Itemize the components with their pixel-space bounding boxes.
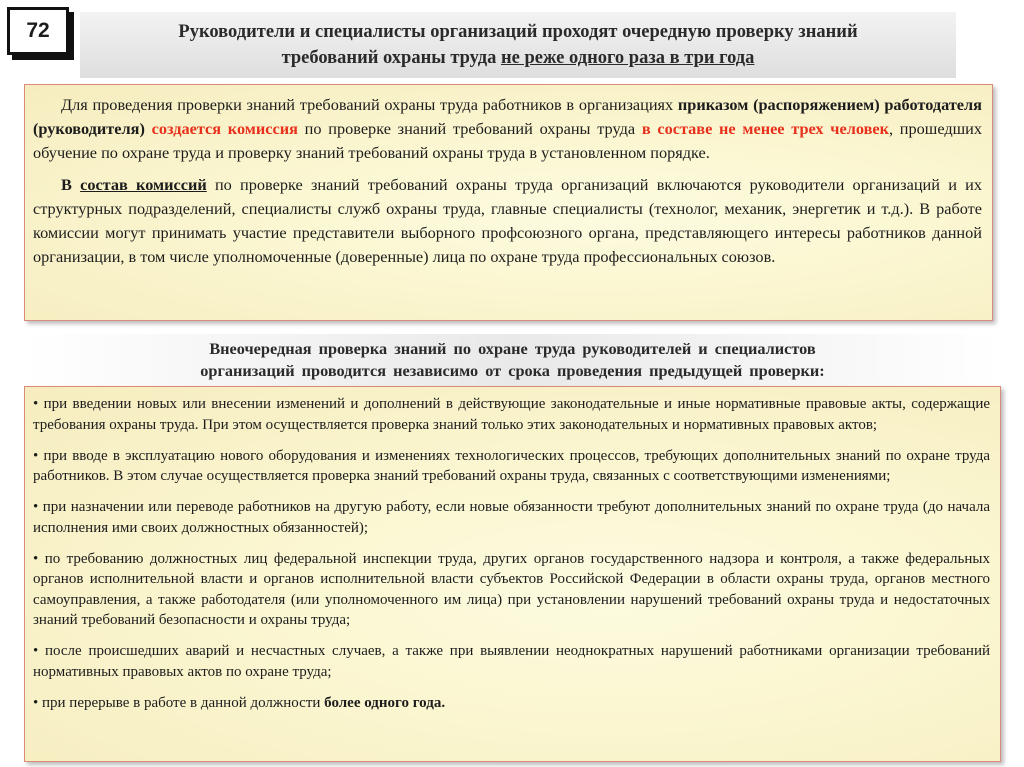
list-item: • после происшедших аварий и несчастных случаев, а также при выявлении неоднократных нарушений работниками организации требований нормативных правовых актов по охране труда; [33, 643, 990, 680]
commission-text-3: , прошедших обучение по охране труда и проверку знаний требований охраны труда в установленном порядке. [33, 119, 983, 162]
commission-text-2: по проверке знаний требований охраны труда [297, 119, 642, 138]
commission-created-highlight: создается комиссия [151, 119, 298, 138]
list-item: • при введении новых или внесении изменений и дополнений в действующие законодательные и иные нормативные правовые акты, содержащие требования охраны труда. При этом осуществляется проверка знаний только этих законодательных и нормативных правовых актов; [33, 396, 990, 433]
composition-title: состав комиссий [80, 175, 207, 194]
extraordinary-check-list [24, 386, 1001, 762]
commission-paragraph [33, 93, 982, 165]
section-heading [24, 334, 1001, 386]
list-item [33, 693, 990, 714]
title-line-1: Руководители и специалисты организаций проходят очередную проверку знаний [178, 22, 858, 42]
commission-size-highlight: в составе не менее трех человек [641, 119, 889, 138]
commission-box [24, 84, 993, 321]
title-frequency: не реже одного раза в три года [501, 48, 755, 68]
page-title [80, 12, 956, 78]
last-item-bold: более одного года. [324, 694, 446, 711]
title-line-2-text: требований охраны труда [281, 48, 501, 68]
list-item: • при назначении или переводе работников на другую работу, если новые обязанности требуют дополнительных знаний по охране труда (до начала исполнения ими своих должностных обязанностей); [33, 499, 990, 536]
last-item-text: • при перерыве в работе в данной должности [33, 694, 325, 711]
composition-paragraph [33, 173, 982, 269]
slide-number-text: 72 [26, 19, 50, 42]
slide-number [7, 7, 69, 55]
title-line-2 [282, 45, 755, 71]
commission-text-1: Для проведения проверки знаний требований охраны труда работников в организациях [61, 95, 678, 114]
section-heading-line-1: Внеочередная проверка знаний по охране труда руководителей и специалистов [209, 339, 816, 358]
list-item: • по требованию должностных лиц федеральной инспекции труда, других органов государственного надзора и контроля, а также федеральных органов исполнительной власти и органов исполнительной власти субъектов Российской Федерации в области охраны труда, органов местного самоуправления, а также работодателя (или уполномоченного им лица) при установлении нарушений требований охраны труда и недостаточных знаний требований безопасности и охраны труда; [33, 550, 990, 628]
commission-order-bold: приказом (распоряжением) работодателя (руководителя) [33, 95, 982, 138]
composition-in-bold: В [61, 175, 81, 194]
list-item: • при вводе в эксплуатацию нового оборудования и изменениях технологических процессов, требующих дополнительных знаний по охране труда работников. В этом случае осуществляется проверка знаний требований охраны труда, связанных с соответствующими изменениями; [33, 447, 990, 484]
composition-text: по проверке знаний требований охраны труда организаций включаются руководители организаций и их структурных подразделений, специалисты служб охраны труда, главные специалисты (технолог, механик, энергетик и т.д.). В работе комиссии могут принимать участие представители выборного профсоюзного органа, представляющего интересы работников данной организации, в том числе уполномоченные (доверенные) лица по охране труда профессиональных союзов. [33, 175, 982, 266]
section-heading-line-2: организаций проводится независимо от срока проведения предыдущей проверки: [200, 361, 825, 380]
